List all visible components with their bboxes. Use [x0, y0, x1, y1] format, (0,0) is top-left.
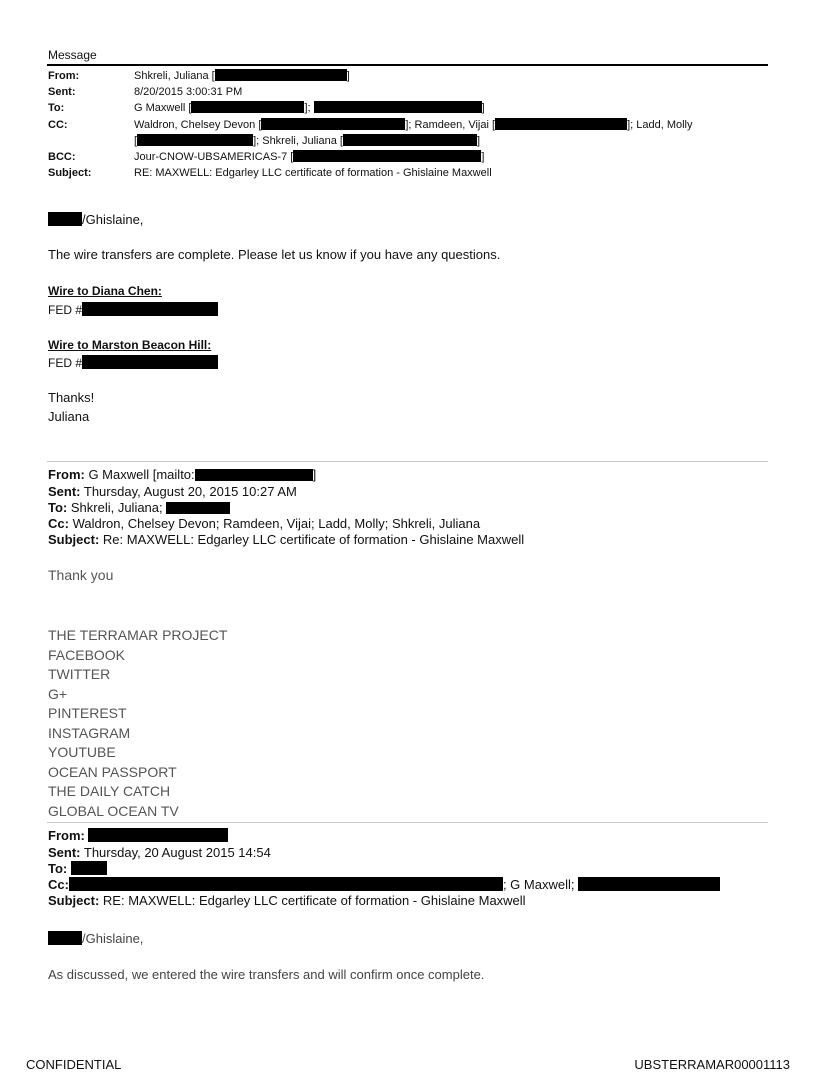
footer-links: [48, 626, 227, 821]
link-daily-catch[interactable]: THE DAILY CATCH: [48, 783, 171, 799]
wire2-fed: [48, 355, 218, 370]
quoted2-sent: [48, 845, 271, 860]
cc-line2-1: [: [134, 135, 138, 147]
footer-bates-number: UBSTERRAMAR00001113: [634, 1057, 790, 1072]
link-terramar-project[interactable]: THE TERRAMAR PROJECT: [48, 627, 228, 643]
message-label: Message: [48, 48, 97, 62]
to-label: To:: [48, 500, 68, 515]
bcc-label: BCC:: [48, 151, 76, 163]
link-youtube[interactable]: YOUTUBE: [48, 744, 116, 760]
quoted1-from: From: G Maxwell [mailto: ]: [48, 467, 317, 482]
redaction: [495, 118, 627, 130]
bcc-value: Jour-CNOW-UBSAMERICAS-7 [: [134, 151, 294, 163]
link-pinterest[interactable]: PINTEREST: [48, 705, 127, 721]
quoted1-body: Thank you: [48, 567, 114, 583]
thanks: Thanks!: [48, 390, 95, 405]
redaction: [82, 302, 218, 316]
wire1-heading: Wire to Diana Chen:: [48, 284, 162, 298]
redaction: [71, 861, 107, 875]
redaction: [578, 877, 720, 891]
to-label: To:: [48, 102, 65, 114]
sent-label: Sent:: [48, 845, 81, 860]
redaction: [314, 101, 482, 113]
greeting: [48, 211, 143, 229]
subject-value: Re: MAXWELL: Edgarley LLC certificate of formation - Ghislaine Maxwell: [99, 532, 525, 547]
body-line: The wire transfers are complete. Please let us know if you have any questions.: [48, 247, 501, 262]
from-value: Shkreli, Juliana [: [134, 70, 215, 82]
quoted1-sent: [48, 484, 297, 499]
cc-label: CC:: [48, 119, 68, 131]
redaction: [48, 212, 82, 226]
from-label: From:: [48, 828, 85, 843]
subject-value: RE: MAXWELL: Edgarley LLC certificate of formation - Ghislaine Maxwell: [99, 893, 526, 908]
redaction: [293, 150, 481, 162]
quoted2-greeting: [48, 931, 143, 946]
quoted2-from: [48, 828, 228, 843]
to-label: To:: [48, 861, 68, 876]
to-value: G Maxwell [: [134, 102, 192, 114]
redaction: [215, 69, 347, 81]
quoted2-to: [48, 861, 107, 876]
footer-confidential: CONFIDENTIAL: [26, 1057, 122, 1072]
cc-value-2: ]; Ramdeen, Vijai [: [405, 119, 496, 131]
cc-value-1: Waldron, Chelsey Devon [: [134, 119, 262, 131]
cc-line2-2: ]; Shkreli, Juliana [: [253, 135, 343, 147]
redaction: [166, 502, 230, 514]
link-instagram[interactable]: INSTAGRAM: [48, 724, 131, 741]
sent-label: Sent:: [48, 86, 76, 98]
divider: [47, 461, 768, 462]
cc-value-3: ]; Ladd, Molly: [627, 119, 693, 131]
redaction: [48, 931, 82, 945]
quoted2-cc: [48, 877, 720, 892]
subject-label: Subject:: [48, 167, 92, 179]
cc-label: Cc:: [48, 877, 69, 892]
cc-value: ; G Maxwell;: [502, 877, 579, 892]
fed-label: FED #: [48, 356, 83, 370]
link-ocean-passport[interactable]: OCEAN PASSPORT: [48, 763, 177, 780]
subject-label: Subject:: [48, 893, 100, 908]
sent-value: Thursday, 20 August 2015 14:54: [80, 845, 271, 860]
from-label: From:: [48, 467, 85, 482]
from-value: G Maxwell [mailto:: [84, 467, 195, 482]
sent-value: 8/20/2015 3:00:31 PM: [134, 86, 243, 98]
to-value: Shkreli, Juliana;: [67, 500, 167, 515]
link-google-plus[interactable]: G+: [48, 685, 68, 702]
header-divider: [47, 64, 768, 66]
redaction: [195, 469, 313, 481]
wire2-heading: Wire to Marston Beacon Hill:: [48, 338, 212, 352]
wire1-fed: [48, 302, 218, 317]
redaction: [191, 101, 304, 113]
cc-value: Waldron, Chelsey Devon; Ramdeen, Vijai; Ladd, Molly; Shkreli, Juliana: [68, 516, 481, 531]
link-facebook[interactable]: FACEBOOK: [48, 646, 126, 663]
greeting-text: /Ghislaine,: [82, 212, 144, 227]
redaction: [261, 118, 405, 130]
redaction: [82, 355, 218, 369]
quoted1-to: [48, 500, 230, 515]
signature: Juliana: [48, 409, 90, 424]
fed-label: FED #: [48, 303, 83, 317]
redaction: [69, 877, 503, 891]
quoted1-subject: [48, 532, 524, 547]
quoted1-cc: [48, 516, 480, 531]
subject-value: RE: MAXWELL: Edgarley LLC certificate of formation - Ghislaine Maxwell: [134, 167, 492, 179]
link-global-ocean-tv[interactable]: GLOBAL OCEAN TV: [48, 802, 179, 819]
subject-label: Subject:: [48, 532, 100, 547]
link-twitter[interactable]: TWITTER: [48, 666, 111, 682]
redaction: [137, 134, 253, 146]
cc-label: Cc:: [48, 516, 69, 531]
sent-value: Thursday, August 20, 2015 10:27 AM: [80, 484, 297, 499]
quoted2-subject: [48, 893, 526, 908]
greeting-text: /Ghislaine,: [82, 931, 144, 946]
quoted2-body: As discussed, we entered the wire transfers and will confirm once complete.: [48, 967, 485, 982]
from-label: From:: [48, 70, 80, 82]
redaction: [343, 134, 477, 146]
sent-label: Sent:: [48, 484, 81, 499]
redaction: [88, 828, 228, 842]
divider: [47, 822, 768, 823]
